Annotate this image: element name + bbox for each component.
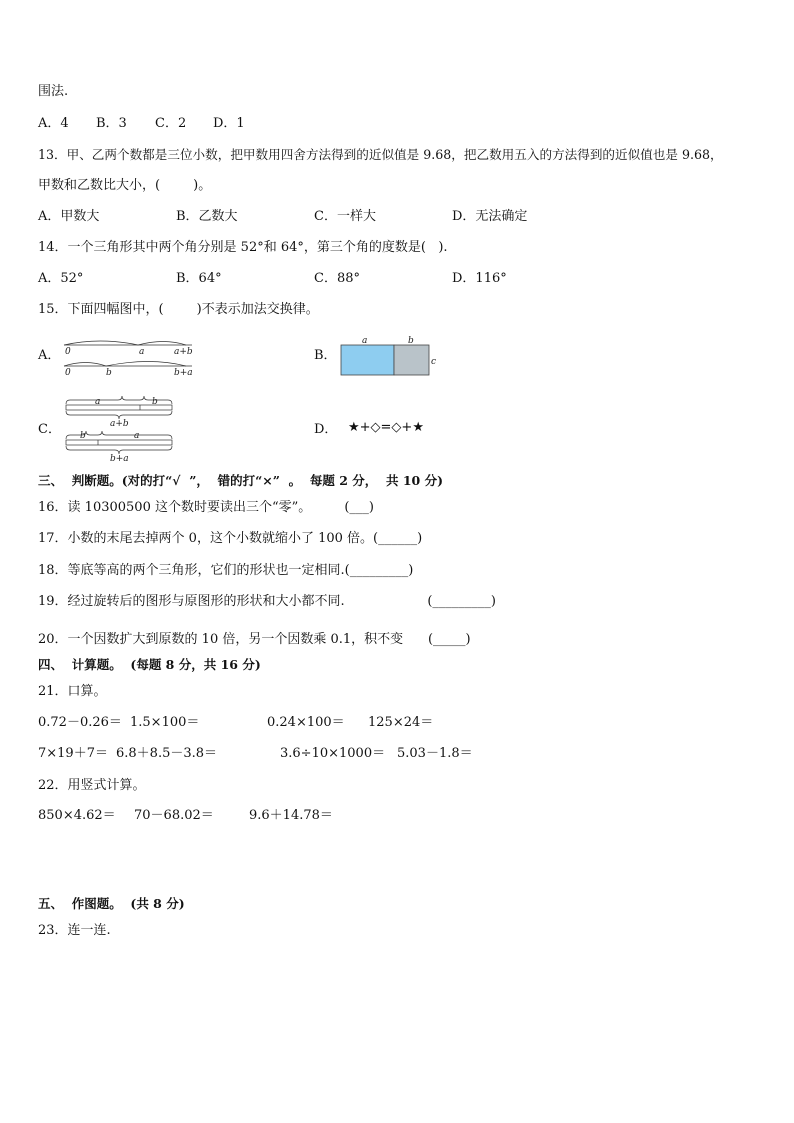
question-21: 21．口算。	[38, 684, 107, 699]
calc-22c: 9.6＋14.78＝	[249, 808, 333, 823]
calc-2d: 5.03－1.8＝	[397, 746, 473, 761]
fig-c-top-sum: a+b	[110, 419, 129, 429]
option-d: D．1	[213, 116, 245, 131]
option-a: A．4	[38, 116, 69, 131]
fig-b-label-a: a	[362, 336, 368, 346]
fig-b-rect-a	[341, 345, 394, 375]
fig-c-top-a: a	[95, 397, 101, 407]
fig-a-bottom-sum: b+a	[174, 368, 193, 378]
q15-option-d: D．	[314, 422, 338, 437]
option-c: C．2	[155, 116, 187, 131]
question-13: 13．甲、乙两个数都是三位小数，把甲数用四舍方法得到的近似值是 9.68，把乙数用五入的方法得到的近似值也是 9.68，	[38, 147, 723, 162]
figure-b	[338, 333, 448, 378]
fig-c-bottom-sum: b+a	[110, 454, 129, 464]
figure-c	[60, 395, 180, 465]
q14-option-d: D．116°	[452, 271, 507, 286]
fig-c-bottom-b: b	[80, 431, 86, 441]
calc-1d: 125×24＝	[368, 715, 434, 730]
question-15: 15．下面四幅图中，( )不表示加法交换律。	[38, 302, 319, 317]
fig-a-top-sum: a+b	[174, 347, 193, 357]
question-14: 14．一个三角形其中两个角分别是 52°和 64°，第三个角的度数是( ).	[38, 240, 448, 255]
question-22: 22．用竖式计算。	[38, 778, 146, 793]
fig-a-top-0: 0	[65, 347, 71, 357]
q14-option-a: A．52°	[38, 271, 84, 286]
q13-option-c: C．一样大	[314, 209, 376, 224]
q14-option-c: C．88°	[314, 271, 360, 286]
calc-1a: 0.72－0.26＝	[38, 715, 122, 730]
question-13-cont: 甲数和乙数比大小，( )。	[38, 178, 212, 193]
calc-1c: 0.24×100＝	[267, 715, 345, 730]
question-17: 17．小数的末尾去掉两个 0，这个小数就缩小了 100 倍。(______)	[38, 531, 423, 546]
option-b: B．3	[96, 116, 127, 131]
fig-a-top-a: a	[139, 347, 145, 357]
text-line: 围法.	[38, 84, 69, 99]
q13-option-a: A．甲数大	[38, 209, 100, 224]
fig-c-bottom-a: a	[134, 431, 140, 441]
calc-2b: 6.8＋8.5－3.8＝	[116, 746, 218, 761]
section-3-heading: 三、 判断题。(对的打“√ ”， 错的打“×” 。 每题 2 分， 共 10 分)	[38, 473, 443, 488]
fig-b-label-c: c	[431, 357, 437, 367]
fig-a-bottom-b: b	[106, 368, 112, 378]
calc-22b: 70－68.02＝	[134, 808, 214, 823]
q15-option-a: A．	[38, 348, 61, 363]
calc-2c: 3.6÷10×1000＝	[280, 746, 386, 761]
question-18: 18．等底等高的两个三角形，它们的形状也一定相同.(_________)	[38, 563, 414, 578]
fig-b-rect-b	[394, 345, 429, 375]
figure-a	[60, 333, 200, 378]
q14-option-b: B．64°	[176, 271, 222, 286]
q13-option-d: D．无法确定	[452, 209, 528, 224]
q13-option-b: B．乙数大	[176, 209, 238, 224]
fig-a-bottom-0: 0	[65, 368, 71, 378]
calc-22a: 850×4.62＝	[38, 808, 116, 823]
fig-c-top-b: b	[152, 397, 158, 407]
question-19: 19．经过旋转后的图形与原图形的形状和大小都不同. (_________)	[38, 594, 496, 609]
figure-d-text: ★+◇=◇+★	[348, 420, 424, 435]
calc-2a: 7×19＋7＝	[38, 746, 108, 761]
calc-1b: 1.5×100＝	[130, 715, 200, 730]
question-16: 16．读 10300500 这个数时要读出三个“零”。 (___)	[38, 500, 374, 515]
section-5-heading: 五、 作图题。 (共 8 分)	[38, 896, 185, 911]
q15-option-c: C．	[38, 422, 61, 437]
question-20: 20．一个因数扩大到原数的 10 倍，另一个因数乘 0.1，积不变 (_____)	[38, 632, 471, 647]
fig-b-label-b: b	[408, 336, 414, 346]
q15-option-b: B．	[314, 348, 337, 363]
section-4-heading: 四、 计算题。 (每题 8 分，共 16 分)	[38, 657, 261, 672]
question-23: 23．连一连.	[38, 923, 111, 938]
